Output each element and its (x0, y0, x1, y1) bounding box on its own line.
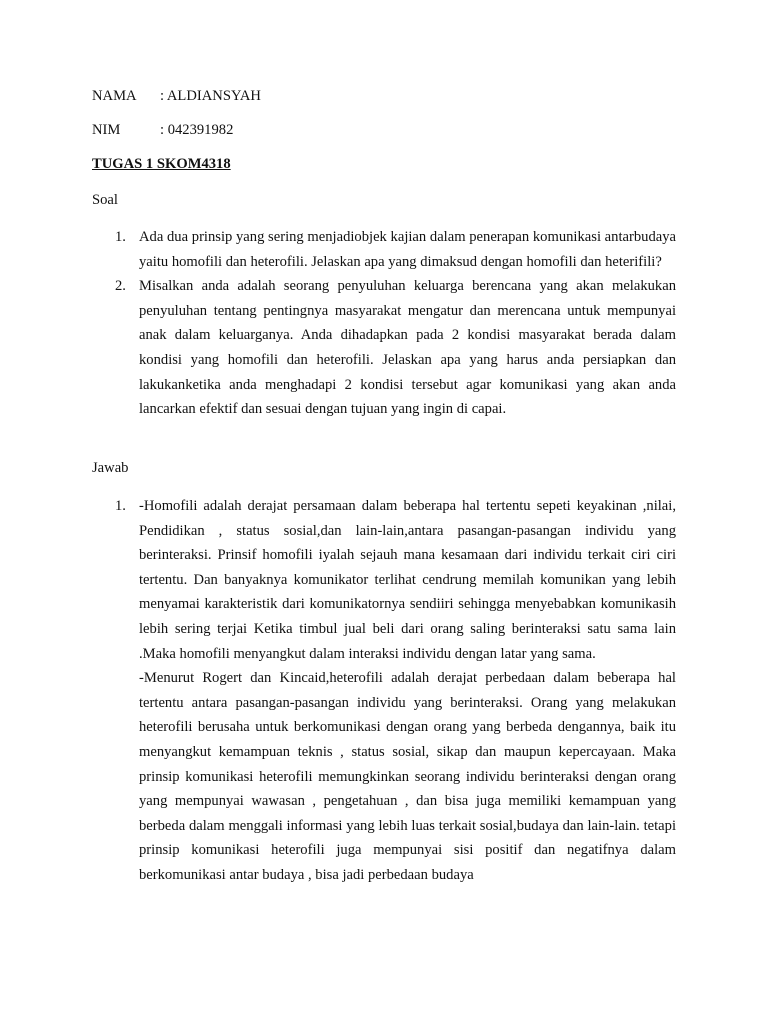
list-item (92, 225, 676, 274)
answer-paragraph-homofili: -Homofili adalah derajat persamaan dalam beberapa hal tertentu sepeti keyakinan ,nilai, Pendidikan , status sosial,dan lain-lain,antara pasangan-pasangan individu yang berinteraksi. Prinsif homofili iyalah sejauh mana kesamaan dari individu terkait ciri ciri tertentu. Dan banyaknya komunikator terlihat cendrung memilah komunikan yang lebih menyamai karakteristik dari komunikatornya sendiiri sehingga menyebabkan komunikasih lebih sering terjai Ketika timbul jual beli dari orang saling berinteraksi satu sama lain .Maka homofili menyangkut dalam interaksi individu dengan latar yang sama. (139, 498, 676, 662)
list-item (92, 274, 676, 422)
jawab-list (92, 494, 676, 888)
nim-label: NIM (92, 122, 121, 138)
item-number: 2. (115, 278, 126, 295)
answer-paragraph-heterofili: -Menurut Rogert dan Kincaid,heterofili adalah derajat perbedaan dalam beberapa hal tertentu antara pasangan-pasangan individu yang berinteraksi. Orang yang melakukan heterofili berusaha untuk berkomunikasi dengan orang yang berbeda dengannya, baik itu menyangkut kemampuan teknis , status sosial, sikap dan maupun kepercayaan. Maka prinsip komunikasi heterofili memungkinkan seorang individu berinteraksi dengan orang yang mempunyai wawasan , pengetahuan , dan bisa juga memiliki kemampuan yang berbeda dalam menggali informasi yang lebih luas terkait sosial,budaya dan lain-lain. tetapi prinsip komunikasi heterofili juga mempunyai sisi positif dan negatifnya dalam berkomunikasi antar budaya , bisa jadi perbedaan budaya (139, 670, 676, 883)
task-title: TUGAS 1 SKOM4318 (92, 156, 231, 172)
soal-list (92, 225, 676, 422)
nim-value: : 042391982 (160, 122, 234, 138)
item-number: 1. (115, 229, 126, 245)
nama-value: : ALDIANSYAH (160, 88, 261, 104)
item-number: 1. (115, 498, 126, 514)
question-text: Misalkan anda adalah seorang penyuluhan keluarga berencana yang akan melakukan penyuluhan tentang pentingnya masyarakat mengatur dan merencana untuk mempunyai anak dalam keluarganya. Anda dihadapkan pada 2 kondisi masyarakat berada dalam kondisi yang homofili dan heterofili. Jelaskan apa yang harus anda persiapkan dan lakukanketika anda menghadapi 2 kondisi tersebut agar komunikasi yang akan anda lancarkan efektif dan sesuai dengan tujuan yang ingin di capai. (139, 278, 676, 418)
nama-line (92, 88, 261, 105)
question-text: Ada dua prinsip yang sering menjadiobjek kajian dalam penerapan komunikasi antarbudaya yaitu homofili dan heterofili. Jelaskan apa yang dimaksud dengan homofili dan heterifili? (139, 229, 676, 270)
soal-heading: Soal (92, 192, 118, 208)
list-item (92, 494, 676, 888)
nama-label: NAMA (92, 88, 137, 104)
nim-line (92, 122, 233, 139)
jawab-heading: Jawab (92, 460, 129, 476)
